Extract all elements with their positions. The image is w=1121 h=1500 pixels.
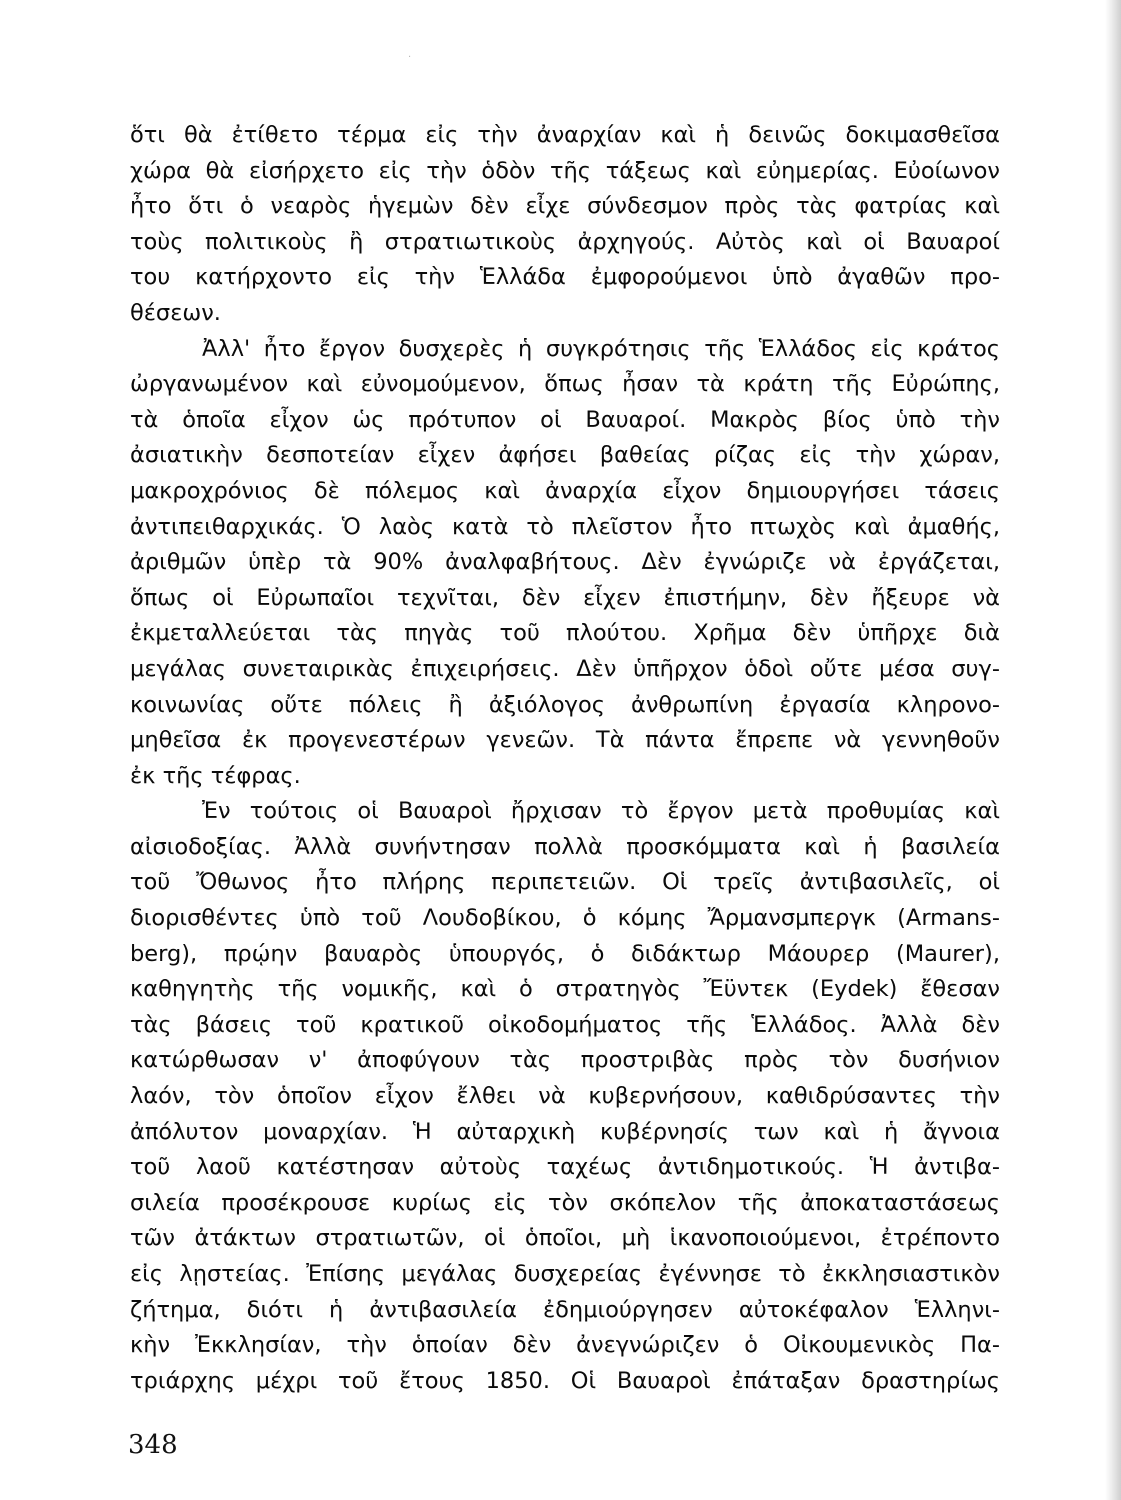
paragraph-start: Ἐν τούτοις οἱ Βαυαροὶ ἤρχισαν τὸ ἔργον μετὰ προθυμίας καὶ (202, 798, 1000, 825)
text-line: κὴν Ἐκκλησίαν, τὴν ὁποίαν δὲν ἀνεγνώριζεν ὁ Οἰκουμενικὸς Πα- (130, 1332, 1000, 1359)
text-line: ἀσιατικὴν δεσποτείαν εἶχεν ἀφήσει βαθείας ρίζας εἰς τὴν χώραν, (130, 442, 1000, 469)
text-line: ζήτημα, διότι ἡ ἀντιβασιλεία ἐδημιούργησεν αὐτοκέφαλον Ἑλληνι- (130, 1296, 1000, 1323)
text-line: κοινωνίας οὔτε πόλεις ἢ ἀξιόλογος ἀνθρωπίνη ἐργασία κληρονο- (130, 691, 1000, 718)
text-line: του κατήρχοντο εἰς τὴν Ἑλλάδα ἐμφορούμενοι ὑπὸ ἀγαθῶν προ- (130, 264, 1000, 291)
text-line: ἀριθμῶν ὑπὲρ τὰ 90% ἀναλφαβήτους. Δὲν ἐγνώριζε νὰ ἐργάζεται, (130, 549, 1000, 576)
paragraph-start: Ἀλλ' ἦτο ἔργον δυσχερὲς ἡ συγκρότησις τῆς Ἑλλάδος εἰς κράτος (202, 335, 1000, 362)
text-line: μεγάλας συνεταιρικὰς ἐπιχειρήσεις. Δὲν ὑπῆρχον ὁδοὶ οὔτε μέσα συγ- (130, 655, 1000, 682)
text-line: τοῦ λαοῦ κατέστησαν αὐτοὺς ταχέως ἀντιδημοτικούς. Ἡ ἀντιβα- (130, 1154, 1000, 1181)
text-line: σιλεία προσέκρουσε κυρίως εἰς τὸν σκόπελον τῆς ἀποκαταστάσεως (130, 1189, 1000, 1216)
text-line: αἰσιοδοξίας. Ἀλλὰ συνήντησαν πολλὰ προσκόμματα καὶ ἡ βασιλεία (130, 833, 1000, 860)
text-line: κατώρθωσαν ν' ἀποφύγουν τὰς προστριβὰς πρὸς τὸν δυσήνιον (130, 1047, 1000, 1074)
text-line: τὰς βάσεις τοῦ κρατικοῦ οἰκοδομήματος τῆς Ἑλλάδος. Ἀλλὰ δὲν (130, 1011, 1000, 1038)
text-line: ἀπόλυτον μοναρχίαν. Ἡ αὐταρχικὴ κυβέρνησίς των καὶ ἡ ἄγνοια (130, 1118, 1000, 1145)
text-line: μακροχρόνιος δὲ πόλεμος καὶ ἀναρχία εἶχον δημιουργήσει τάσεις (130, 477, 1000, 504)
text-line: εἰς λῃστείας. Ἐπίσης μεγάλας δυσχερείας ἐγέννησε τὸ ἐκκλησιαστικὸν (130, 1261, 1000, 1287)
stray-mark: · (408, 52, 412, 63)
text-line: ἐκ τῆς τέφρας. (130, 762, 301, 789)
text-line: ὠργανωμένον καὶ εὐνομούμενον, ὅπως ἦσαν τὰ κράτη τῆς Εὐρώπης, (130, 371, 1000, 398)
text-line: θέσεων. (130, 299, 221, 326)
text-line: λαόν, τὸν ὁποῖον εἶχον ἔλθει νὰ κυβερνήσουν, καθιδρύσαντες τὴν (130, 1083, 1000, 1110)
text-line: χώρα θὰ εἰσήρχετο εἰς τὴν ὁδὸν τῆς τάξεως καὶ εὐημερίας. Εὐοίωνον (130, 157, 1000, 184)
text-line: τῶν ἀτάκτων στρατιωτῶν, οἱ ὁποῖοι, μὴ ἱκανοποιούμενοι, ἐτρέποντο (130, 1225, 1000, 1252)
text-line: berg), πρῴην βαυαρὸς ὑπουργός, ὁ διδάκτωρ Μάουρερ (Maurer), (130, 940, 1000, 967)
text-line: καθηγητὴς τῆς νομικῆς, καὶ ὁ στρατηγὸς Ἔϋντεκ (Eydek) ἔθεσαν (130, 976, 1000, 1003)
text-line: ὅτι θὰ ἐτίθετο τέρμα εἰς τὴν ἀναρχίαν καὶ ἡ δεινῶς δοκιμασθεῖσα (130, 122, 1000, 148)
text-line: τοὺς πολιτικοὺς ἢ στρατιωτικοὺς ἀρχηγούς. Αὐτὸς καὶ οἱ Βαυαροί (130, 228, 1000, 255)
text-line: ὅπως οἱ Εὐρωπαῖοι τεχνῖται, δὲν εἶχεν ἐπιστήμην, δὲν ἤξευρε νὰ (130, 584, 1000, 611)
text-line: τοῦ Ὄθωνος ἦτο πλήρης περιπετειῶν. Οἱ τρεῖς ἀντιβασιλεῖς, οἱ (130, 869, 1000, 896)
text-line: τὰ ὁποῖα εἶχον ὡς πρότυπον οἱ Βαυαροί. Μακρὸς βίος ὑπὸ τὴν (130, 406, 1000, 433)
page-binding-shadow (1105, 0, 1121, 1500)
text-line: μηθεῖσα ἐκ προγενεστέρων γενεῶν. Τὰ πάντα ἔπρεπε νὰ γεννηθοῦν (130, 727, 1000, 754)
body-text (130, 118, 1000, 1399)
text-line: ἐκμεταλλεύεται τὰς πηγὰς τοῦ πλούτου. Χρῆμα δὲν ὑπῆρχε διὰ (130, 620, 1000, 647)
text-line: τριάρχης μέχρι τοῦ ἔτους 1850. Οἱ Βαυαροὶ ἐπάταξαν δραστηρίως (130, 1367, 1000, 1394)
page-number: 348 (128, 1430, 178, 1460)
text-line: ἦτο ὅτι ὁ νεαρὸς ἡγεμὼν δὲν εἶχε σύνδεσμον πρὸς τὰς φατρίας καὶ (130, 193, 1000, 220)
text-line: διορισθέντες ὑπὸ τοῦ Λουδοβίκου, ὁ κόμης Ἄρμανσμπεργκ (Armans- (130, 905, 1000, 932)
text-line: ἀντιπειθαρχικάς. Ὁ λαὸς κατὰ τὸ πλεῖστον ἦτο πτωχὸς καὶ ἀμαθής, (130, 513, 1000, 540)
